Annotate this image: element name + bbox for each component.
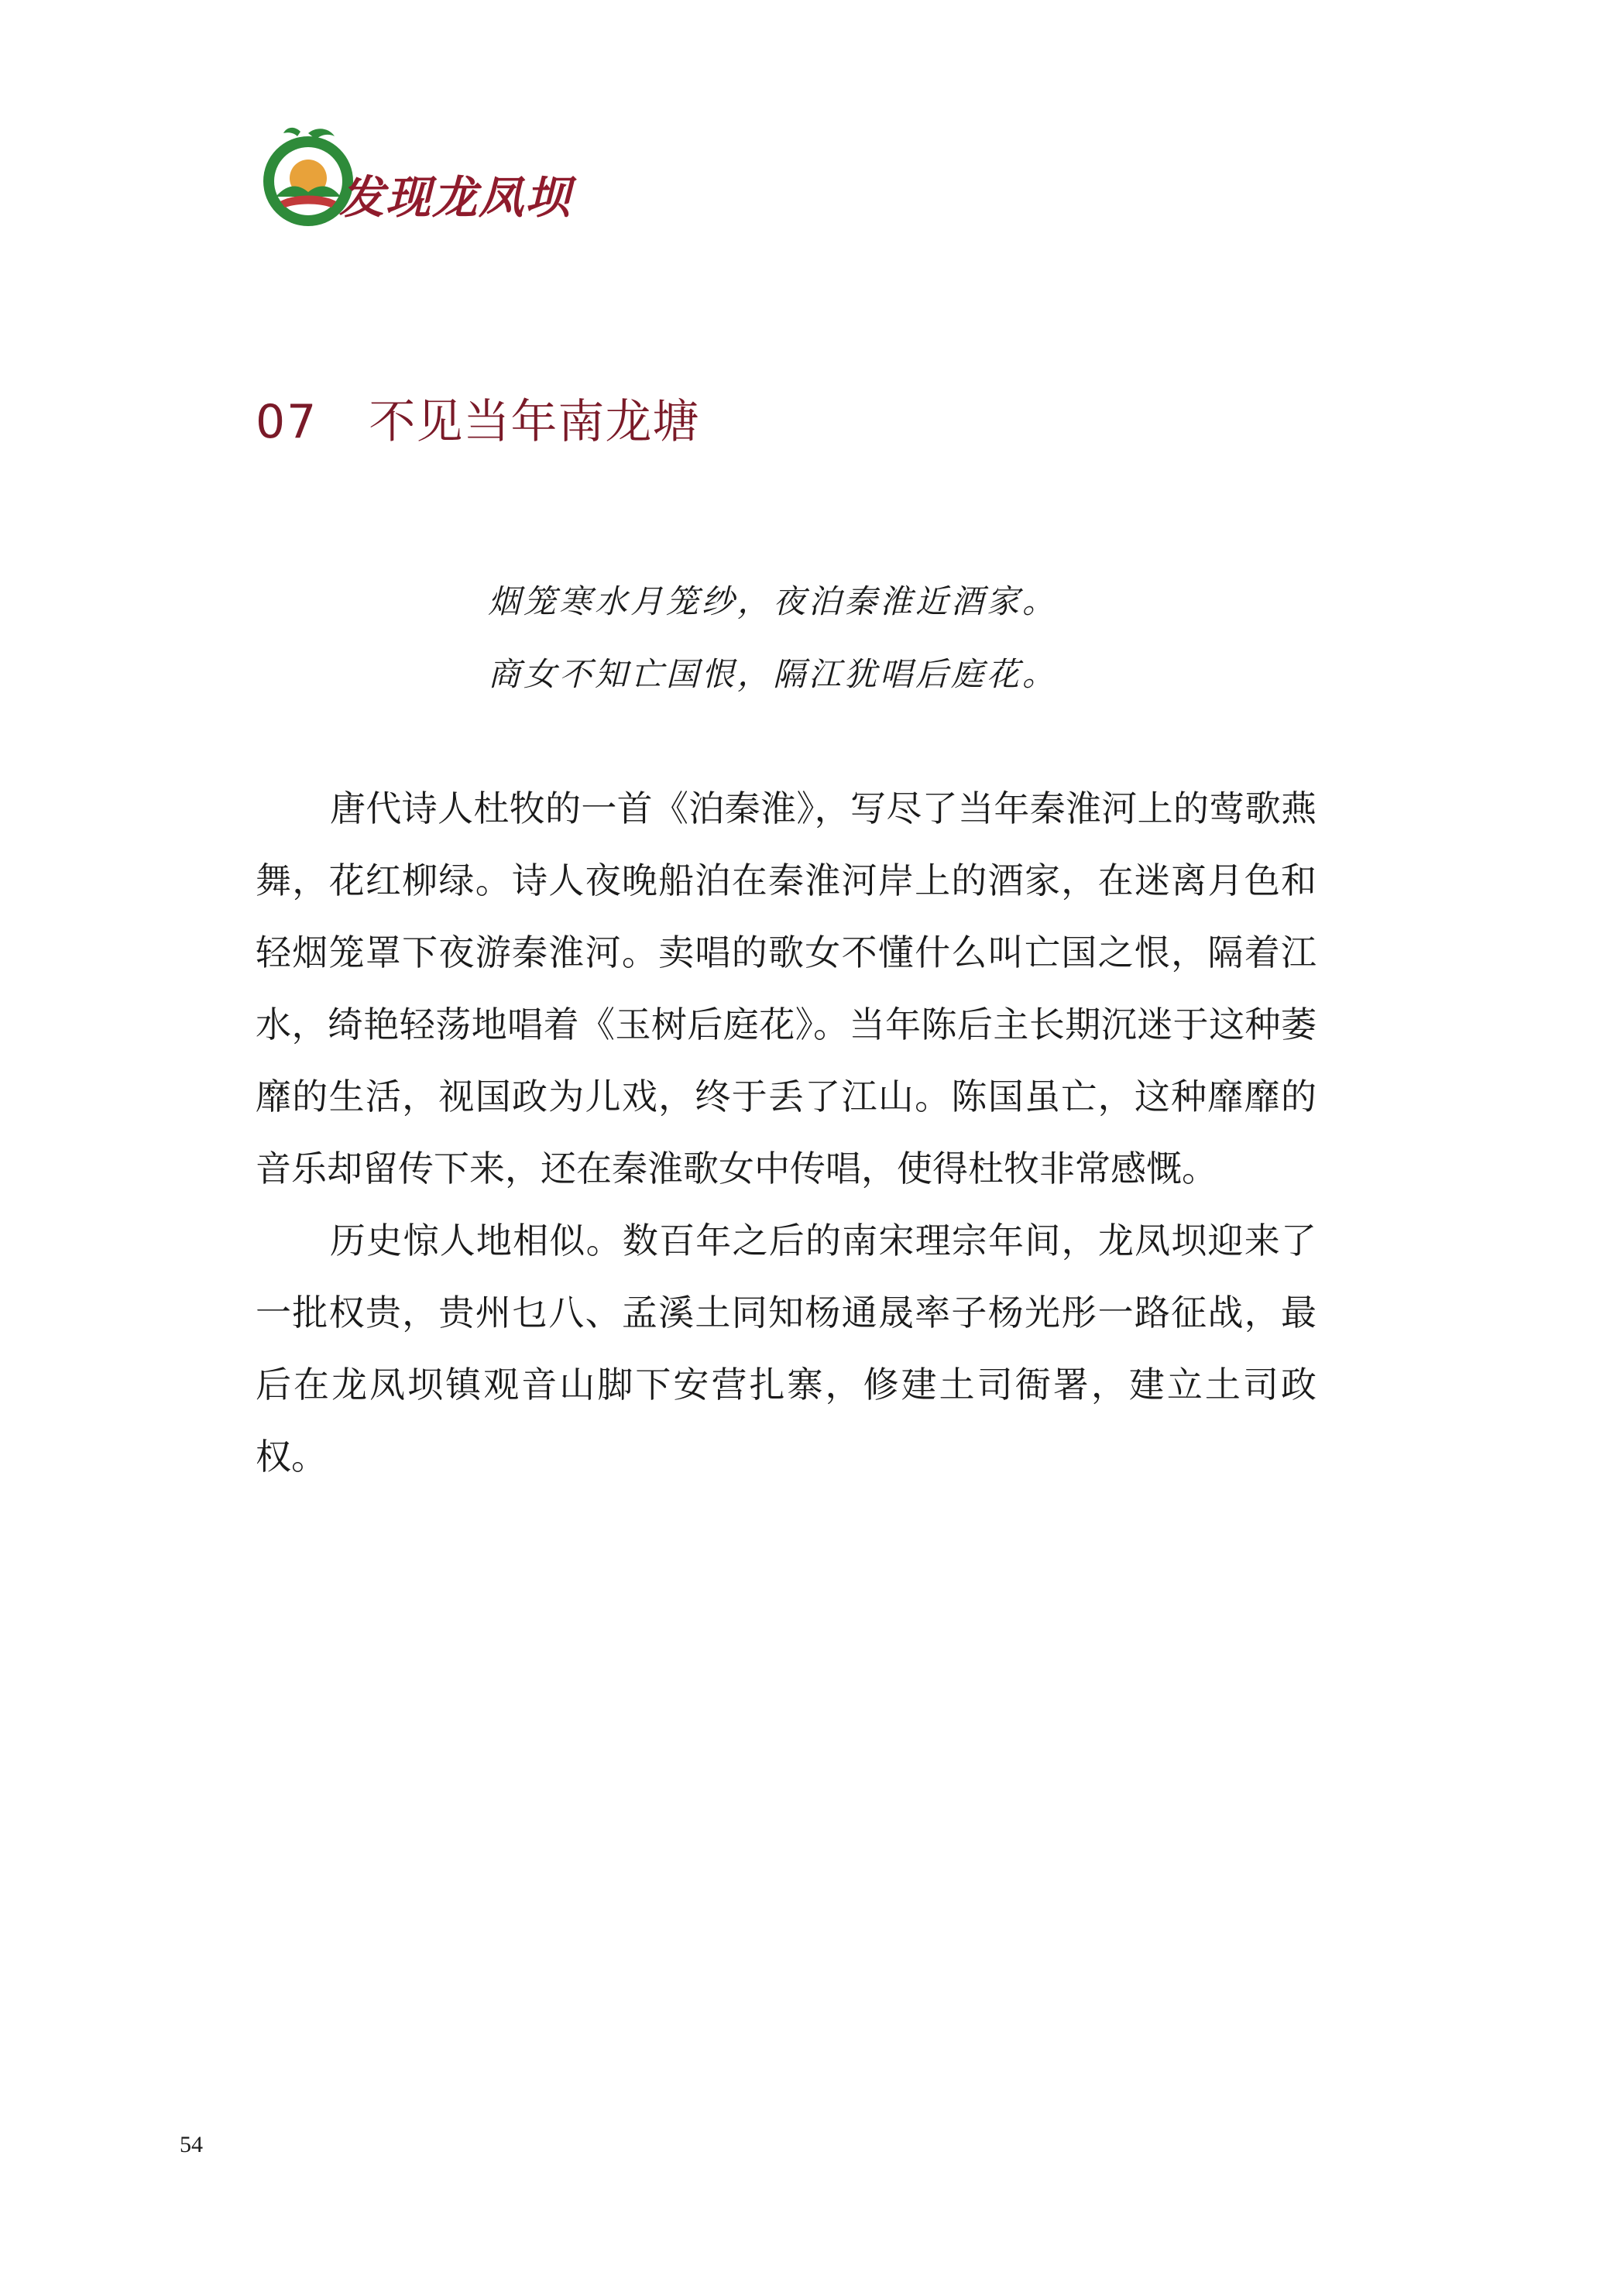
poem-line: 商女不知亡国恨，隔江犹唱后庭花。 (488, 655, 1059, 693)
chapter-title: 不见当年南龙塘 (369, 395, 700, 449)
publication-logo (254, 122, 610, 239)
logo-title: 发现龙凤坝 (339, 171, 572, 224)
poem-line: 烟笼寒水月笼纱，夜泊秦淮近酒家。 (488, 582, 1059, 620)
paragraph: 历史惊人地相似。数百年之后的南宋理宗年间，龙凤坝迎来了一批权贵，贵州乜八、孟溪土同知杨通晟率子杨光彤一路征战，最后在龙凤坝镇观音山脚下安营扎寨，修建土司衙署，建立土司政权。 (256, 1220, 1316, 1477)
paragraph: 唐代诗人杜牧的一首《泊秦淮》，写尽了当年秦淮河上的莺歌燕舞，花红柳绿。诗人夜晚船泊在秦淮河岸上的酒家，在迷离月色和轻烟笼罩下夜游秦淮河。卖唱的歌女不懂什么叫亡国之恨，隔着江水，绮艳轻荡地唱着《玉树后庭花》。当年陈后主长期沉迷于这种萎靡的生活，视国政为儿戏，终于丢了江山。陈国虽亡，这种靡靡的音乐却留传下来，还在秦淮歌女中传唱，使得杜牧非常感慨。 (256, 788, 1316, 1189)
page-number: 54 (180, 2132, 203, 2157)
chapter-number: 07 (256, 395, 318, 449)
article-body (256, 773, 1316, 1493)
chapter-heading (256, 391, 699, 453)
poem-quote (488, 565, 1185, 711)
